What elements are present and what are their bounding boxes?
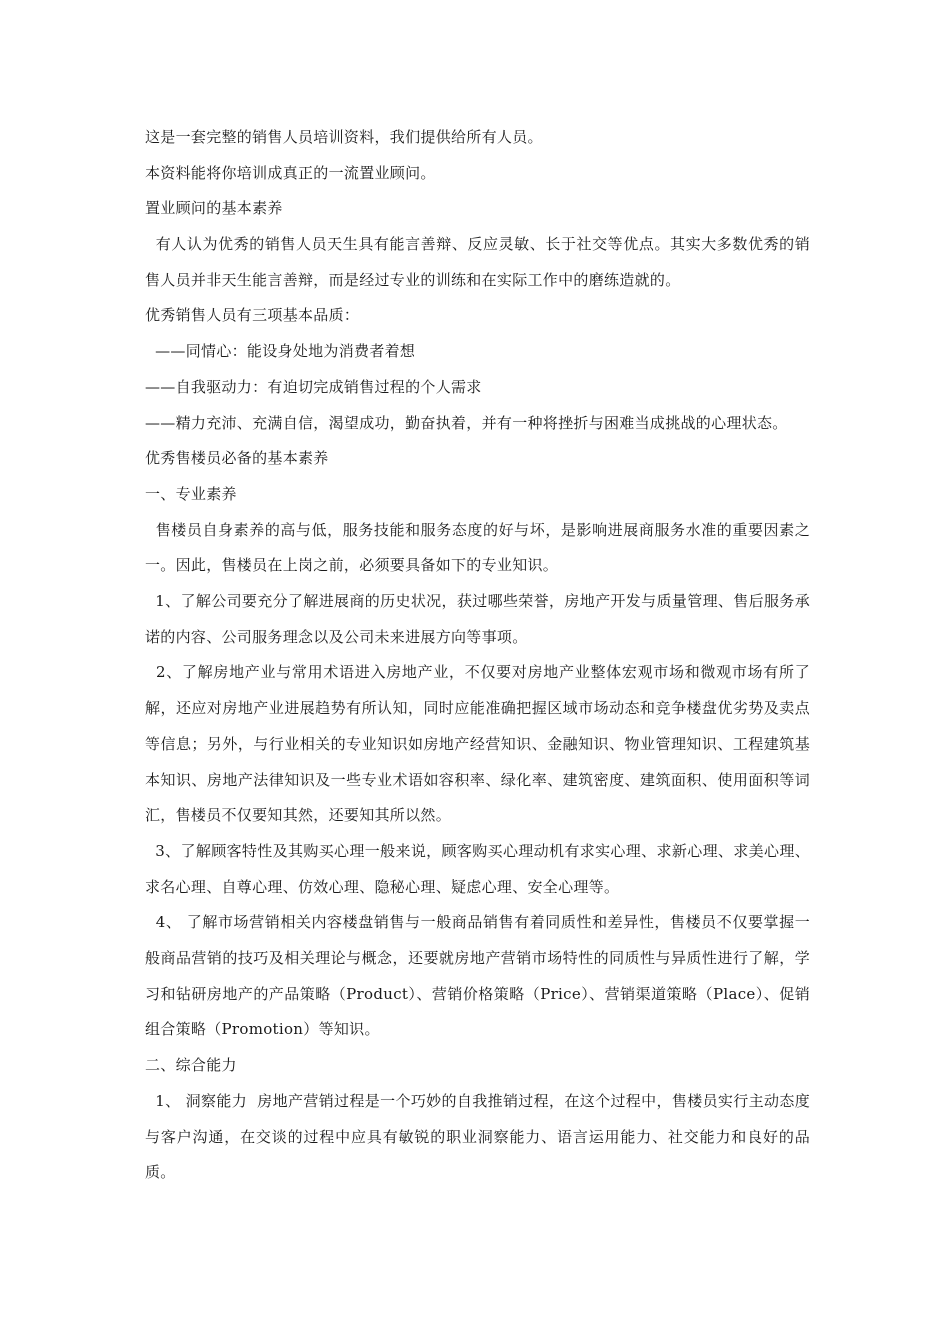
list-item-2: 2、了解房地产业与常用术语进入房地产业，不仅要对房地产业整体宏观市场和微观市场有所了解，还应对房地产业进展趋势有所认知，同时应能准确把握区域市场动态和竞争楼盘优劣势及卖点等信息；另外，与行业相关的专业知识如房地产经营知识、金融知识、物业管理知识、工程建筑基本知识、房地产法律知识及一些专业术语如容积率、绿化率、建筑密度、建筑面积、使用面积等词汇，售楼员不仅要知其然，还要知其所以然。 (145, 663, 810, 825)
quality-energy: ——精力充沛、充满自信，渴望成功，勤奋执着，并有一种将挫折与困难当成挑战的心理状态。 (145, 413, 788, 432)
quality-self-drive: ——自我驱动力：有迫切完成销售过程的个人需求 (145, 377, 482, 396)
section-title: 优秀售楼员必备的基本素养 (145, 449, 329, 468)
document-body (145, 120, 810, 1191)
paragraph-intro: 有人认为优秀的销售人员天生具有能言善辩、反应灵敏、长于社交等优点。其实大多数优秀的销售人员并非天生能言善辩，而是经过专业的训练和在实际工作中的磨练造就的。 (145, 235, 811, 289)
part2-item-1: 1、 洞察能力 房地产营销过程是一个巧妙的自我推销过程，在这个过程中，售楼员实行主动态度与客户沟通，在交谈的过程中应具有敏锐的职业洞察能力、语言运用能力、社交能力和良好的品质。 (145, 1091, 810, 1182)
heading-basic-qualities: 置业顾问的基本素养 (145, 199, 283, 218)
part2-title: 二、综合能力 (145, 1056, 237, 1075)
quality-empathy: ——同情心：能设身处地为消费者着想 (145, 342, 416, 361)
list-item-4: 4、 了解市场营销相关内容楼盘销售与一般商品销售有着同质性和差异性，售楼员不仅要掌握一般商品营销的技巧及相关理论与概念，还要就房地产营销市场特性的同质性与异质性进行了解，学习和钻研房地产的产品策略（Product）、营销价格策略（Price）、营销渠道策略（Place）、促销组合策略（Promotion）等知识。 (145, 913, 811, 1039)
part1-title: 一、专业素养 (145, 484, 237, 503)
list-item-3: 3、了解顾客特性及其购买心理一般来说，顾客购买心理动机有求实心理、求新心理、求美心理、求名心理、自尊心理、仿效心理、隐秘心理、疑虑心理、安全心理等。 (145, 841, 810, 896)
intro-line-1: 这是一套完整的销售人员培训资料，我们提供给所有人员。 (145, 128, 543, 146)
intro-line-2: 本资料能将你培训成真正的一流置业顾问。 (145, 163, 436, 182)
part1-intro: 售楼员自身素养的高与低，服务技能和服务态度的好与坏，是影响进展商服务水准的重要因素之一。因此，售楼员在上岗之前，必须要具备如下的专业知识。 (145, 520, 811, 575)
list-item-1: 1、了解公司要充分了解进展商的历史状况，获过哪些荣誉，房地产开发与质量管理、售后服务承诺的内容、公司服务理念以及公司未来进展方向等事项。 (145, 592, 810, 646)
three-qualities-title: 优秀销售人员有三项基本品质： (145, 306, 360, 325)
